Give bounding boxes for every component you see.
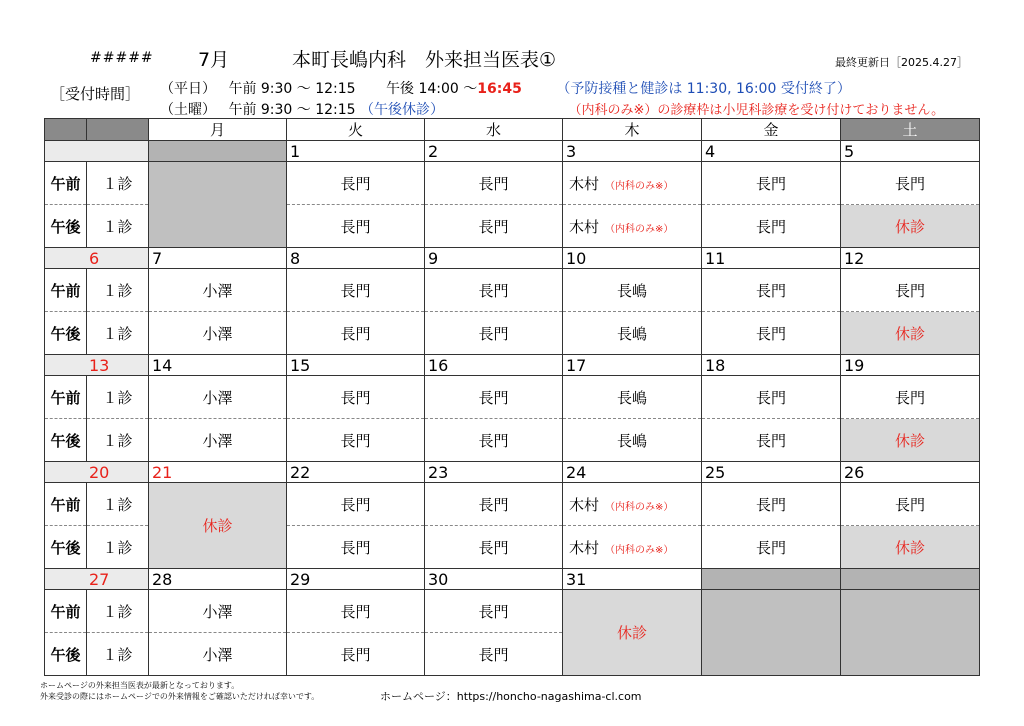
doctor-cell bbox=[702, 483, 841, 526]
doctor-cell bbox=[563, 312, 702, 355]
clinic-label: １診 bbox=[87, 633, 149, 676]
doctor-cell bbox=[702, 269, 841, 312]
date-row bbox=[45, 248, 980, 269]
doctor-name: 長門 bbox=[340, 538, 371, 557]
clinic-label: １診 bbox=[87, 483, 149, 526]
last-updated: 最終更新日［2025.4.27］ bbox=[835, 56, 968, 69]
doctor-name: 小澤 bbox=[202, 388, 233, 407]
doctor-name: 木村 bbox=[569, 217, 600, 236]
clinic-label: １診 bbox=[87, 162, 149, 205]
schedule-table bbox=[44, 118, 980, 676]
day-header: 水 bbox=[425, 119, 563, 141]
doctor-name: 長嶋 bbox=[616, 281, 647, 300]
day-header: 木 bbox=[563, 119, 702, 141]
doctor-cell bbox=[287, 526, 425, 569]
no-clinic-block bbox=[841, 590, 980, 676]
doctor-cell bbox=[287, 312, 425, 355]
internal-only-note: （内科のみ※） bbox=[605, 501, 674, 513]
saturday-label: （土曜） bbox=[160, 102, 216, 118]
weekday-pm-end: 16:45 bbox=[477, 81, 522, 97]
doctor-name: 小澤 bbox=[202, 431, 233, 450]
doctor-cell bbox=[425, 312, 563, 355]
pm-row bbox=[45, 312, 980, 355]
doctor-name: 小澤 bbox=[202, 645, 233, 664]
doctor-cell bbox=[702, 419, 841, 462]
doctor-cell bbox=[425, 419, 563, 462]
date-cell: 21 bbox=[149, 462, 287, 483]
date-cell: 8 bbox=[287, 248, 425, 269]
reception-label: ［受付時間］ bbox=[50, 85, 141, 103]
doctor-name: 木村 bbox=[569, 174, 600, 193]
doctor-name: 長嶋 bbox=[616, 388, 647, 407]
doctor-name: 長門 bbox=[340, 602, 371, 621]
doctor-cell bbox=[287, 269, 425, 312]
doctor-name: 長門 bbox=[755, 495, 786, 514]
doctor-name: 長門 bbox=[478, 388, 509, 407]
footer-line: 外来受診の際にはホームページでの外来情報をご確認いただければ幸いです。 bbox=[40, 692, 320, 701]
doctor-name: 長門 bbox=[478, 217, 509, 236]
clinic-label: １診 bbox=[87, 312, 149, 355]
page-title: 本町長嶋内科 外来担当医表① bbox=[292, 49, 557, 71]
clinic-label: １診 bbox=[87, 419, 149, 462]
sunday-cell bbox=[45, 462, 149, 483]
no-clinic-block bbox=[149, 162, 287, 248]
day-header: 月 bbox=[149, 119, 287, 141]
doctor-name: 長門 bbox=[478, 645, 509, 664]
doctor-name: 長門 bbox=[340, 495, 371, 514]
sunday-cell bbox=[45, 141, 149, 162]
doctor-cell bbox=[841, 483, 980, 526]
date-cell: 26 bbox=[841, 462, 980, 483]
doctor-name: 長門 bbox=[755, 388, 786, 407]
sunday-date: 13 bbox=[89, 355, 110, 375]
closed-cell: 休診 bbox=[841, 205, 980, 248]
sunday-date: 27 bbox=[89, 569, 110, 589]
doctor-cell bbox=[563, 205, 702, 248]
footer-line: ホームページの外来担当医表が最新となっております。 bbox=[40, 681, 240, 690]
doctor-cell bbox=[425, 205, 563, 248]
date-cell: 22 bbox=[287, 462, 425, 483]
doctor-cell bbox=[287, 376, 425, 419]
weekday-am: 午前 9:30 ～ 12:15 bbox=[228, 81, 356, 97]
doctor-cell bbox=[425, 162, 563, 205]
doctor-name: 長門 bbox=[478, 602, 509, 621]
pm-label: 午後 bbox=[45, 633, 87, 676]
date-cell: 14 bbox=[149, 355, 287, 376]
doctor-name: 長門 bbox=[340, 388, 371, 407]
clinic-label: １診 bbox=[87, 205, 149, 248]
sunday-cell bbox=[45, 248, 149, 269]
internal-only-note: （内科のみ※） bbox=[605, 223, 674, 235]
date-row bbox=[45, 569, 980, 590]
date-row bbox=[45, 462, 980, 483]
date-cell: 15 bbox=[287, 355, 425, 376]
doctor-cell bbox=[563, 162, 702, 205]
doctor-name: 長門 bbox=[478, 538, 509, 557]
doctor-name: 長門 bbox=[755, 281, 786, 300]
doctor-name: 長門 bbox=[894, 174, 925, 193]
date-cell: 28 bbox=[149, 569, 287, 590]
date-cell: 7 bbox=[149, 248, 287, 269]
date-cell: 24 bbox=[563, 462, 702, 483]
doctor-cell bbox=[425, 526, 563, 569]
closed-cell: 休診 bbox=[841, 419, 980, 462]
doctor-name: 長門 bbox=[894, 281, 925, 300]
doctor-name: 木村 bbox=[569, 495, 600, 514]
doctor-name: 長門 bbox=[755, 431, 786, 450]
date-cell bbox=[702, 569, 841, 590]
date-cell: 29 bbox=[287, 569, 425, 590]
header-blank bbox=[45, 119, 87, 141]
doctor-cell bbox=[149, 312, 287, 355]
date-cell: 4 bbox=[702, 141, 841, 162]
doctor-name: 小澤 bbox=[202, 281, 233, 300]
day-header: 金 bbox=[702, 119, 841, 141]
doctor-cell bbox=[287, 162, 425, 205]
pm-label: 午後 bbox=[45, 419, 87, 462]
doctor-cell bbox=[425, 590, 563, 633]
weekday-pm: 午後 14:00 ～ bbox=[386, 81, 478, 97]
sunday-cell bbox=[45, 569, 149, 590]
date-cell: 10 bbox=[563, 248, 702, 269]
am-label: 午前 bbox=[45, 590, 87, 633]
doctor-cell bbox=[702, 312, 841, 355]
weekday-hours bbox=[160, 78, 851, 98]
doctor-name: 長門 bbox=[478, 431, 509, 450]
am-row bbox=[45, 376, 980, 419]
doctor-cell bbox=[287, 419, 425, 462]
clinic-label: １診 bbox=[87, 526, 149, 569]
closed-cell: 休診 bbox=[841, 312, 980, 355]
date-cell: 3 bbox=[563, 141, 702, 162]
pm-label: 午後 bbox=[45, 312, 87, 355]
day-header: 火 bbox=[287, 119, 425, 141]
doctor-name: 長門 bbox=[755, 217, 786, 236]
day-header-saturday: 土 bbox=[841, 119, 980, 141]
am-row bbox=[45, 483, 980, 526]
sunday-cell bbox=[45, 355, 149, 376]
header-blank bbox=[87, 119, 149, 141]
date-row bbox=[45, 141, 980, 162]
am-label: 午前 bbox=[45, 376, 87, 419]
sunday-date: 20 bbox=[89, 462, 110, 482]
doctor-name: 長嶋 bbox=[616, 324, 647, 343]
internal-only-note: （内科のみ※） bbox=[605, 544, 674, 556]
doctor-name: 長門 bbox=[340, 324, 371, 343]
weekday-header-row bbox=[45, 119, 980, 141]
internal-only-note: （内科のみ※） bbox=[605, 180, 674, 192]
doctor-name: 長門 bbox=[340, 174, 371, 193]
doctor-cell bbox=[149, 633, 287, 676]
doctor-cell bbox=[287, 483, 425, 526]
doctor-cell bbox=[425, 483, 563, 526]
closed-block: 休診 bbox=[563, 590, 702, 676]
date-cell: 12 bbox=[841, 248, 980, 269]
date-cell: 19 bbox=[841, 355, 980, 376]
doctor-name: 長門 bbox=[478, 281, 509, 300]
doctor-cell bbox=[287, 205, 425, 248]
closed-cell: 休診 bbox=[841, 526, 980, 569]
doctor-name: 長門 bbox=[340, 217, 371, 236]
doctor-cell bbox=[702, 205, 841, 248]
date-cell: 9 bbox=[425, 248, 563, 269]
doctor-name: 長門 bbox=[755, 324, 786, 343]
doctor-cell bbox=[425, 269, 563, 312]
clinic-label: １診 bbox=[87, 376, 149, 419]
doctor-cell bbox=[841, 269, 980, 312]
doctor-name: 木村 bbox=[569, 538, 600, 557]
doctor-name: 長門 bbox=[340, 281, 371, 300]
doctor-name: 長門 bbox=[478, 174, 509, 193]
doctor-name: 長門 bbox=[340, 645, 371, 664]
date-cell: 5 bbox=[841, 141, 980, 162]
doctor-cell bbox=[702, 376, 841, 419]
no-clinic-block bbox=[702, 590, 841, 676]
doctor-cell bbox=[149, 376, 287, 419]
date-cell: 16 bbox=[425, 355, 563, 376]
doctor-cell bbox=[563, 526, 702, 569]
doctor-name: 小澤 bbox=[202, 602, 233, 621]
doctor-cell bbox=[563, 419, 702, 462]
am-label: 午前 bbox=[45, 162, 87, 205]
date-cell: 17 bbox=[563, 355, 702, 376]
doctor-name: 小澤 bbox=[202, 324, 233, 343]
am-label: 午前 bbox=[45, 483, 87, 526]
doctor-cell bbox=[563, 376, 702, 419]
closed-block: 休診 bbox=[149, 483, 287, 569]
date-cell: 31 bbox=[563, 569, 702, 590]
date-cell: 1 bbox=[287, 141, 425, 162]
saturday-hours bbox=[160, 99, 944, 119]
pm-label: 午後 bbox=[45, 205, 87, 248]
date-cell: 11 bbox=[702, 248, 841, 269]
saturday-pm-note: （午後休診） bbox=[360, 102, 445, 118]
sunday-date: 6 bbox=[89, 248, 100, 268]
doctor-cell bbox=[149, 269, 287, 312]
doctor-cell bbox=[425, 376, 563, 419]
doctor-name: 長門 bbox=[340, 431, 371, 450]
date-cell bbox=[149, 141, 287, 162]
clinic-label: １診 bbox=[87, 269, 149, 312]
doctor-cell bbox=[287, 633, 425, 676]
date-cell: 30 bbox=[425, 569, 563, 590]
am-row bbox=[45, 162, 980, 205]
date-cell: 2 bbox=[425, 141, 563, 162]
doctor-name: 長門 bbox=[894, 388, 925, 407]
doctor-cell bbox=[841, 376, 980, 419]
pediatric-note: （内科のみ※）の診療枠は小児科診療を受け付けておりません。 bbox=[568, 103, 945, 118]
am-row bbox=[45, 590, 980, 633]
doctor-name: 長門 bbox=[755, 174, 786, 193]
saturday-am: 午前 9:30 ～ 12:15 bbox=[228, 102, 356, 118]
doctor-name: 長門 bbox=[894, 495, 925, 514]
date-cell: 18 bbox=[702, 355, 841, 376]
doctor-name: 長門 bbox=[478, 324, 509, 343]
weekday-label: （平日） bbox=[160, 81, 216, 97]
doctor-name: 長嶋 bbox=[616, 431, 647, 450]
doctor-cell bbox=[841, 162, 980, 205]
vaccine-note: （予防接種と健診は 11:30, 16:00 受付終了） bbox=[556, 81, 851, 97]
doctor-cell bbox=[702, 162, 841, 205]
doctor-cell bbox=[702, 526, 841, 569]
date-cell bbox=[841, 569, 980, 590]
document-code: ##### bbox=[90, 50, 154, 66]
doctor-cell bbox=[563, 269, 702, 312]
date-cell: 23 bbox=[425, 462, 563, 483]
date-row bbox=[45, 355, 980, 376]
footer-notes bbox=[40, 680, 319, 702]
doctor-cell bbox=[149, 419, 287, 462]
date-cell: 25 bbox=[702, 462, 841, 483]
homepage-link[interactable]: ホームページ：https://honcho-nagashima-cl.com bbox=[380, 690, 642, 703]
pm-label: 午後 bbox=[45, 526, 87, 569]
pm-row bbox=[45, 419, 980, 462]
doctor-cell bbox=[149, 590, 287, 633]
doctor-cell bbox=[425, 633, 563, 676]
am-row bbox=[45, 269, 980, 312]
month-label: 7月 bbox=[198, 49, 230, 71]
doctor-name: 長門 bbox=[478, 495, 509, 514]
doctor-cell bbox=[287, 590, 425, 633]
clinic-label: １診 bbox=[87, 590, 149, 633]
doctor-cell bbox=[563, 483, 702, 526]
am-label: 午前 bbox=[45, 269, 87, 312]
doctor-name: 長門 bbox=[755, 538, 786, 557]
